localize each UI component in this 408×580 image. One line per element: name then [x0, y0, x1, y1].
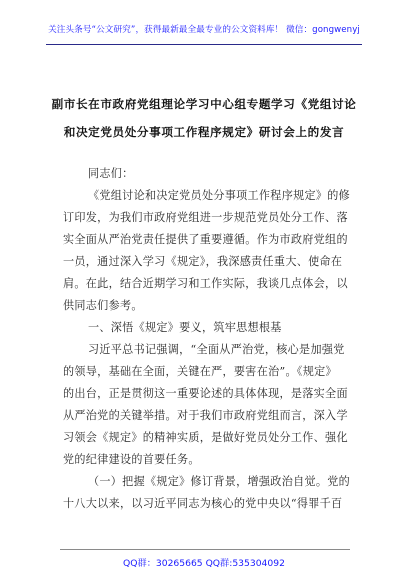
- section-heading: 一、深悟《规定》要义，筑牢思想根基: [88, 321, 282, 334]
- footer-divider: [60, 549, 350, 550]
- body-line: 供同志们参考。: [63, 299, 143, 312]
- document-title-line-1: 副市长在市政府党组理论学习中心组专题学习《党组讨论: [51, 97, 357, 111]
- footer-contact: QQ群：30265665 QQ群:535304092: [123, 558, 285, 569]
- body-line: 十八大以来，以习近平同志为核心的党中央以“得罪千百: [63, 497, 343, 510]
- body-line: 习领会《规定》的精神实质，是做好党员处分工作、强化: [63, 431, 348, 444]
- body-line: 肩。在此，结合近期学习和工作实际，我谈几点体会，以: [63, 277, 348, 290]
- body-line: 一员，通过深入学习《规定》，我深感责任重大、使命在: [63, 255, 343, 268]
- document-title-line-2: 和决定党员处分事项工作程序规定》研讨会上的发言: [63, 125, 345, 139]
- body-line: 订印发，为我们市政府党组进一步规范党员处分工作、落: [63, 211, 348, 224]
- body-line: 从严治党的关键举措。对于我们市政府党组而言，深入学: [63, 409, 348, 422]
- body-line: 的领导，基础在全面，关键在严，要害在治”。《规定》: [63, 365, 337, 378]
- body-line: 的出台，正是贯彻这一重要论述的具体体现，是落实全面: [63, 387, 348, 400]
- body-line: 《党组讨论和决定党员处分事项工作程序规定》的修: [88, 189, 351, 202]
- body-line: 实全面从严治党责任提供了重要遵循。作为市政府党组的: [63, 233, 348, 246]
- subsection-heading: （一）把握《规定》修订背景，增强政治自觉。党的: [88, 475, 351, 488]
- header-note: 关注头条号“公文研究”，获得最新最全最专业的公文资料库！ 微信：gongwenyj: [48, 25, 360, 35]
- body-line: 习近平总书记强调，“全面从严治党，核心是加强党: [88, 343, 345, 356]
- salutation: 同志们：: [88, 167, 134, 180]
- body-line: 党的纪律建设的首要任务。: [63, 453, 200, 466]
- header-divider: [46, 44, 362, 45]
